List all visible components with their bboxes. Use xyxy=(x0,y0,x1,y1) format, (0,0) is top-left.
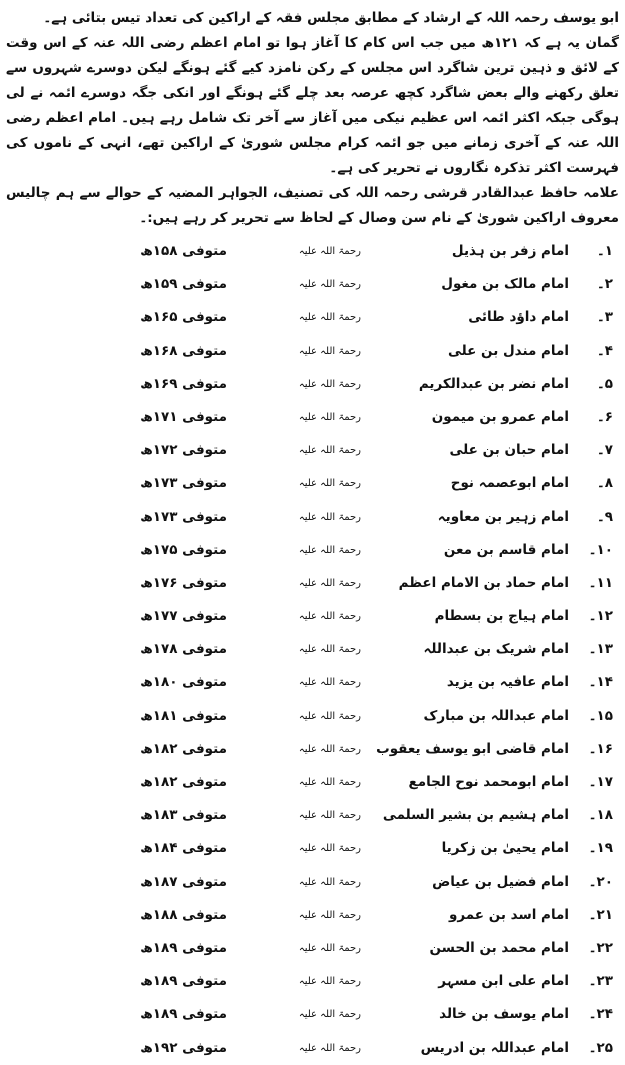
member-name: امام مالک بن مغول xyxy=(441,276,569,293)
member-row xyxy=(6,534,619,567)
member-name: امام عبداللہ بن مبارک xyxy=(423,707,569,724)
member-number: ۱۶۔ xyxy=(588,740,613,757)
member-honorific: رحمۃ اللہ علیہ xyxy=(298,445,361,457)
member-row xyxy=(6,866,619,899)
member-number: ۱۱۔ xyxy=(588,574,613,591)
member-honorific: رحمۃ اللہ علیہ xyxy=(298,743,361,755)
intro-paragraph-3: علامہ حافظ عبدالقادر قرشی رحمہ اللہ کی تصنیف، الجواہر المضیہ کے حوالے سے ہم چالیس معروف اراکین شوریٰ کے نام سن وصال کے لحاظ سے تحریر کر رہے ہیں:۔ xyxy=(6,185,619,226)
member-honorific: رحمۃ اللہ علیہ xyxy=(298,876,361,888)
member-honorific: رحمۃ اللہ علیہ xyxy=(298,644,361,656)
member-number: ۱۳۔ xyxy=(588,641,613,658)
member-death-year: متوفی ۱۵۹ھ xyxy=(140,276,227,293)
member-number: ۲۰۔ xyxy=(588,873,613,890)
member-number: ۱۵۔ xyxy=(588,707,613,724)
member-death-year: متوفی ۱۷۲ھ xyxy=(140,442,227,459)
member-number: ۶۔ xyxy=(596,408,613,425)
member-death-year: متوفی ۱۸۰ھ xyxy=(140,674,227,691)
members-list xyxy=(6,235,619,1065)
member-number: ۲۱۔ xyxy=(588,906,613,923)
member-honorific: رحمۃ اللہ علیہ xyxy=(298,777,361,788)
member-name: امام یحییٰ بن زکریا xyxy=(441,840,569,857)
member-number: ۳۔ xyxy=(596,309,613,326)
member-name: امام شریک بن عبداللہ xyxy=(423,641,569,658)
member-row xyxy=(6,600,619,633)
member-name: امام عبداللہ بن ادریس xyxy=(420,1039,569,1056)
member-name: امام قاسم بن معن xyxy=(443,541,569,558)
member-number: ۱۰۔ xyxy=(588,541,613,558)
member-row xyxy=(6,1032,619,1065)
member-name: امام ابومحمد نوح الجامع xyxy=(408,774,569,790)
member-row xyxy=(6,567,619,600)
member-name: امام یوسف بن خالد xyxy=(439,1006,569,1023)
member-number: ۲۳۔ xyxy=(588,973,613,990)
member-honorific: رحمۃ اللہ علیہ xyxy=(298,279,361,291)
intro-paragraph-1: ابو یوسف رحمہ اللہ کے ارشاد کے مطابق مجلس فقہ کے اراکین کی تعداد تیس بتائی ہے۔ xyxy=(43,10,619,26)
member-honorific: رحمۃ اللہ علیہ xyxy=(298,976,361,988)
member-death-year: متوفی ۱۹۲ھ xyxy=(140,1039,227,1056)
member-death-year: متوفی ۱۷۸ھ xyxy=(140,641,227,658)
member-row xyxy=(6,666,619,699)
member-death-year: متوفی ۱۸۹ھ xyxy=(140,939,227,956)
member-name: امام عافیہ بن یزید xyxy=(446,674,569,691)
member-name: امام مندل بن علی xyxy=(447,342,569,359)
member-death-year: متوفی ۱۵۸ھ xyxy=(140,243,227,259)
member-death-year: متوفی ۱۸۹ھ xyxy=(140,973,227,990)
member-row xyxy=(6,998,619,1031)
member-number: ۲۔ xyxy=(596,276,613,293)
member-number: ۱۲۔ xyxy=(588,608,613,625)
member-honorific: رحمۃ اللہ علیہ xyxy=(298,246,361,257)
member-name: امام حماد بن الامام اعظم xyxy=(398,574,569,591)
member-death-year: متوفی ۱۷۳ھ xyxy=(140,475,227,492)
member-row xyxy=(6,832,619,865)
member-honorific: رحمۃ اللہ علیہ xyxy=(298,810,361,822)
intro-text xyxy=(6,6,619,231)
member-death-year: متوفی ۱۸۸ھ xyxy=(140,906,227,923)
member-number: ۲۲۔ xyxy=(588,939,613,956)
member-death-year: متوفی ۱۷۵ھ xyxy=(140,541,227,558)
member-name: امام فضیل بن عیاض xyxy=(432,873,569,890)
member-honorific: رحمۃ اللہ علیہ xyxy=(298,478,361,490)
member-row xyxy=(6,700,619,733)
member-number: ۲۵۔ xyxy=(588,1039,613,1056)
member-row xyxy=(6,733,619,766)
member-name: امام زفر بن ہذیل xyxy=(451,243,569,259)
member-row xyxy=(6,368,619,401)
member-number: ۱۸۔ xyxy=(588,807,613,824)
member-row xyxy=(6,501,619,534)
member-honorific: رحمۃ اللہ علیہ xyxy=(298,577,361,589)
member-row xyxy=(6,434,619,467)
member-row xyxy=(6,401,619,434)
member-name: امام ہشیم بن بشیر السلمی xyxy=(382,807,569,824)
member-name: امام ہیاج بن بسطام xyxy=(434,608,569,625)
member-name: امام زہیر بن معاویہ xyxy=(437,508,569,525)
member-death-year: متوفی ۱۸۳ھ xyxy=(140,807,227,824)
member-death-year: متوفی ۱۸۴ھ xyxy=(140,840,227,857)
member-death-year: متوفی ۱۸۲ھ xyxy=(140,740,227,757)
member-number: ۵۔ xyxy=(596,375,613,392)
member-row xyxy=(6,633,619,666)
member-honorific: رحمۃ اللہ علیہ xyxy=(298,1009,361,1021)
member-name: امام ابوعصمہ نوح xyxy=(450,475,569,492)
member-honorific: رحمۃ اللہ علیہ xyxy=(298,345,361,357)
member-honorific: رحمۃ اللہ علیہ xyxy=(298,611,361,623)
member-death-year: متوفی ۱۸۱ھ xyxy=(140,707,227,724)
member-honorific: رحمۃ اللہ علیہ xyxy=(298,942,361,954)
member-number: ۱۔ xyxy=(596,243,613,259)
member-death-year: متوفی ۱۸۲ھ xyxy=(140,774,227,790)
member-number: ۴۔ xyxy=(596,342,613,359)
member-death-year: متوفی ۱۶۹ھ xyxy=(140,375,227,392)
member-row xyxy=(6,766,619,799)
member-name: امام علی ابن مسہر xyxy=(438,973,569,990)
intro-paragraph-2: گمان یہ ہے کہ ۱۲۱ھ میں جب اس کام کا آغاز ہوا تو امام اعظم رضی اللہ عنہ کے اس وقت کے لائق و ذہین ترین شاگرد اس مجلس کے رکن نامزد کیے گئے ہونگے لیکن دوسرے شہروں سے تعلق رکھنے والے بعض شاگرد کچھ عرصہ بعد چلے گئے ہونگے اور انکی جگہ دوسرے ائمہ نے لی ہوگی جبکہ اکثر ائمہ اس عظیم نیکی میں آغاز سے آخر تک شامل رہے ہیں۔ امام اعظم رضی اللہ عنہ کے آخری زمانے میں جو ائمہ کرام مجلس شوریٰ کے اراکین تھے، انہی کے ناموں کی فہرست اکثر تذکرہ نگاروں نے تحریر کی ہے۔ xyxy=(6,35,620,176)
member-honorific: رحمۃ اللہ علیہ xyxy=(298,677,361,689)
member-number: ۱۹۔ xyxy=(588,840,613,857)
member-number: ۱۴۔ xyxy=(588,674,613,691)
member-number: ۸۔ xyxy=(596,475,613,492)
member-row xyxy=(6,965,619,998)
member-row xyxy=(6,932,619,965)
member-name: امام حبان بن علی xyxy=(449,442,569,459)
member-death-year: متوفی ۱۷۶ھ xyxy=(140,574,227,591)
member-row xyxy=(6,301,619,334)
member-death-year: متوفی ۱۸۹ھ xyxy=(140,1006,227,1023)
member-row xyxy=(6,235,619,268)
member-honorific: رحمۃ اللہ علیہ xyxy=(298,710,361,722)
member-name: امام نضر بن عبدالکریم xyxy=(418,375,569,392)
member-number: ۷۔ xyxy=(596,442,613,459)
member-name: امام داؤد طائی xyxy=(468,309,569,326)
member-row xyxy=(6,799,619,832)
member-name: امام محمد بن الحسن xyxy=(429,939,569,956)
member-name: امام عمرو بن میمون xyxy=(431,408,569,425)
member-honorific: رحمۃ اللہ علیہ xyxy=(298,411,361,423)
member-row xyxy=(6,899,619,932)
member-number: ۹۔ xyxy=(596,508,613,525)
member-honorific: رحمۃ اللہ علیہ xyxy=(298,544,361,556)
member-honorific: رحمۃ اللہ علیہ xyxy=(298,843,361,855)
member-honorific: رحمۃ اللہ علیہ xyxy=(298,312,361,324)
member-name: امام اسد بن عمرو xyxy=(448,906,569,923)
member-number: ۲۴۔ xyxy=(588,1006,613,1023)
member-honorific: رحمۃ اللہ علیہ xyxy=(298,909,361,921)
member-honorific: رحمۃ اللہ علیہ xyxy=(298,378,361,390)
member-death-year: متوفی ۱۶۵ھ xyxy=(140,309,227,326)
member-name: امام قاضی ابو یوسف یعقوب xyxy=(376,740,569,757)
member-number: ۱۷۔ xyxy=(588,774,613,790)
member-death-year: متوفی ۱۶۸ھ xyxy=(140,342,227,359)
member-row xyxy=(6,335,619,368)
member-death-year: متوفی ۱۷۳ھ xyxy=(140,508,227,525)
member-death-year: متوفی ۱۷۱ھ xyxy=(140,408,227,425)
member-row xyxy=(6,268,619,301)
member-honorific: رحمۃ اللہ علیہ xyxy=(298,511,361,523)
member-death-year: متوفی ۱۸۷ھ xyxy=(140,873,227,890)
member-honorific: رحمۃ اللہ علیہ xyxy=(298,1042,361,1054)
member-death-year: متوفی ۱۷۷ھ xyxy=(140,608,227,625)
member-row xyxy=(6,467,619,500)
